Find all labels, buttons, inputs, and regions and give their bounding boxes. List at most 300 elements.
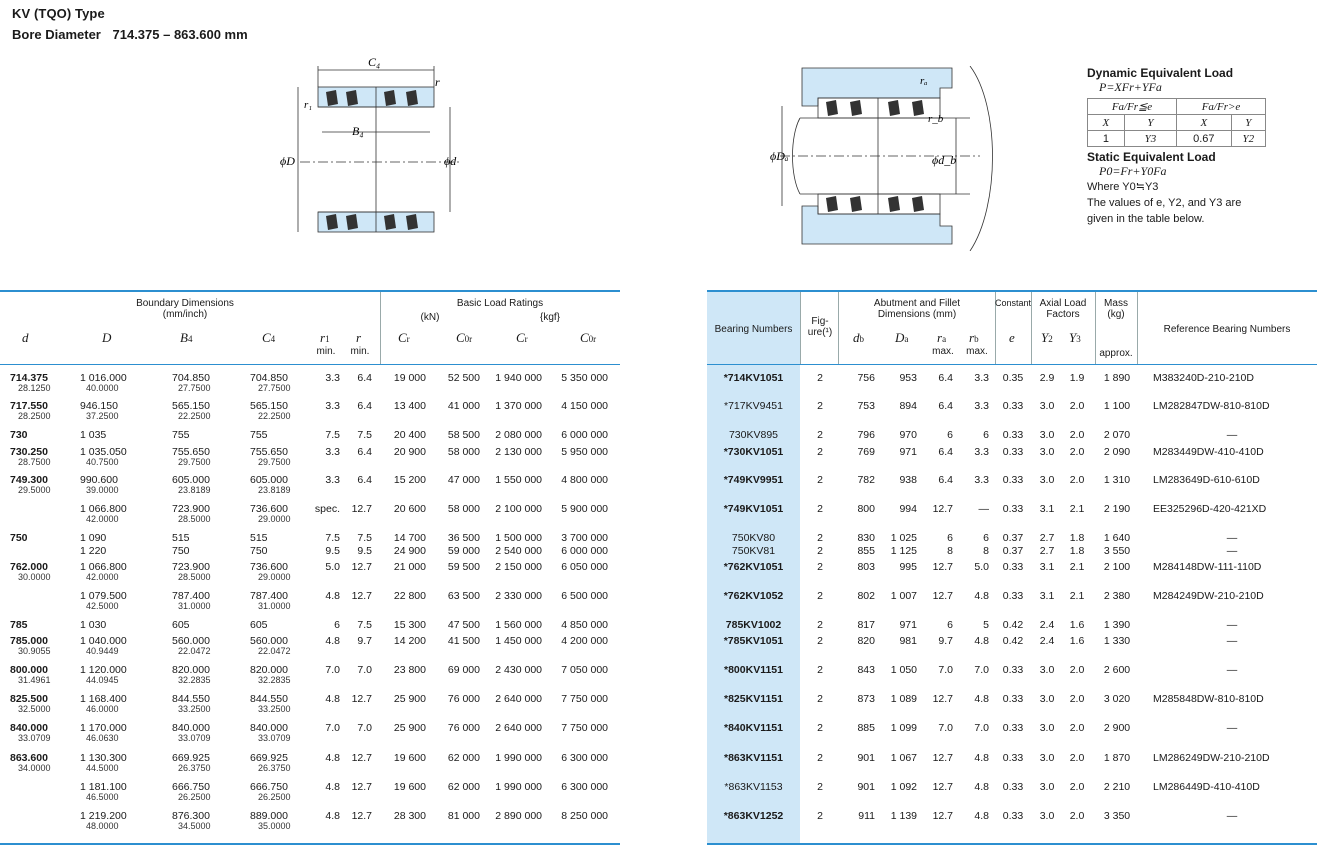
bearing-number: *863KV1151 [724, 752, 783, 764]
width-B4: 515 [172, 532, 190, 544]
bore-d: 800.000 [10, 664, 48, 676]
abutment-Da: 1 139 [890, 810, 917, 822]
load-C0r-kgf: 6 050 000 [561, 561, 608, 573]
load-Cr-kgf: 2 100 000 [495, 503, 542, 515]
reference-number: LM283649D-610-610D [1153, 474, 1260, 486]
load-Cr-kN: 23 800 [393, 664, 426, 676]
values-note-2: given in the table below. [1087, 213, 1205, 225]
factor-Y3: 2.0 [1069, 693, 1085, 705]
bore-d: 785 [10, 619, 28, 631]
outer-D-inch: 40.0000 [86, 383, 119, 393]
factor-Y2: 3.0 [1039, 400, 1055, 412]
width-C4: 755 [250, 429, 268, 441]
outer-D: 946.150 [80, 400, 118, 412]
col-e: e [1009, 330, 1015, 345]
abutment-db: 843 [857, 664, 875, 676]
width-C4: 605.000 [250, 474, 288, 486]
fillet-rb: 4.8 [974, 693, 989, 705]
fillet-ra: 12.7 [932, 561, 953, 573]
col-C4: C4 [262, 330, 276, 345]
width-B4-inch: 29.7500 [178, 457, 211, 467]
outer-D-inch: 44.0945 [86, 675, 119, 685]
width-B4: 669.925 [172, 752, 210, 764]
load-Cr-kgf: 2 890 000 [495, 810, 542, 822]
width-B4-inch: 26.3750 [178, 763, 211, 773]
mass-kg: 3 550 [1103, 545, 1131, 557]
factor-Y2: 2.4 [1039, 635, 1055, 647]
chamfer-r: 7.5 [357, 429, 372, 441]
factor-val-x1: 1 [1088, 131, 1125, 147]
bearing-number: *863KV1153 [724, 781, 783, 793]
phi-db-label: ϕd_b [932, 153, 957, 167]
col-Cr-kgf: Cr [516, 330, 528, 345]
factor-Y2: 3.1 [1039, 503, 1055, 515]
load-C0r-kgf: 4 150 000 [561, 400, 608, 412]
bore-d: 840.000 [10, 722, 48, 734]
bearing-number: *714KV1051 [723, 372, 784, 384]
factor-Y2: 3.1 [1039, 590, 1055, 602]
chamfer-r1: 4.8 [325, 752, 340, 764]
fillet-ra: 8 [947, 545, 953, 557]
bore-d: 730.250 [10, 446, 48, 458]
load-C0r-kgf: 7 750 000 [561, 693, 608, 705]
fillet-rb: 8 [983, 545, 989, 557]
width-B4: 840.000 [172, 722, 210, 734]
abutment-Da: 938 [899, 474, 917, 486]
fillet-ra: 6 [947, 429, 953, 441]
constant-e: 0.37 [1002, 545, 1024, 557]
chamfer-r: 9.7 [357, 635, 372, 647]
r-label: r [435, 75, 440, 89]
bore-range: 714.375 – 863.600 mm [112, 27, 248, 42]
load-Cr-kgf: 2 640 000 [495, 693, 542, 705]
load-Cr-kgf: 1 550 000 [495, 474, 542, 486]
width-B4: 666.750 [172, 781, 210, 793]
abutment-Da: 1 092 [890, 781, 917, 793]
axial-factors-header-2: Factors [1046, 309, 1080, 320]
b4-label: B₄ [352, 124, 364, 138]
bore-d: 785.000 [10, 635, 48, 647]
factor-Y2: 3.0 [1039, 693, 1055, 705]
factor-x-2: X [1177, 115, 1232, 131]
abutment-Da: 1 099 [890, 722, 917, 734]
chamfer-r: 12.7 [351, 810, 372, 822]
mass-kg: 1 330 [1103, 635, 1131, 647]
abutment-header-2: Dimensions (mm) [877, 309, 957, 320]
outer-D-inch: 42.0000 [86, 572, 119, 582]
figure-number: 2 [817, 532, 823, 544]
width-C4: 565.150 [250, 400, 288, 412]
chamfer-r1: 3.3 [325, 372, 340, 384]
fillet-ra: 6 [947, 532, 953, 544]
bore-d-inch: 32.5000 [18, 704, 51, 714]
width-C4: 605 [250, 619, 268, 631]
bearing-numbers-table [707, 290, 1317, 845]
width-C4-inch: 29.0000 [258, 514, 291, 524]
bearing-number: 750KV81 [731, 545, 776, 557]
width-C4: 889.000 [250, 810, 288, 822]
factor-Y2: 3.0 [1039, 664, 1055, 676]
constant-e: 0.33 [1002, 722, 1024, 734]
load-C0r-kN: 76 000 [447, 722, 480, 734]
fillet-ra: 12.7 [932, 693, 953, 705]
load-Cr-kgf: 1 560 000 [495, 619, 542, 631]
factor-val-x2: 0.67 [1177, 131, 1232, 147]
load-Cr-kgf: 1 940 000 [495, 372, 542, 384]
abutment-header: Abutment and Fillet [873, 298, 961, 309]
factor-Y3: 2.0 [1069, 474, 1085, 486]
constant-e: 0.33 [1002, 664, 1024, 676]
factor-val-y1: Y3 [1124, 131, 1176, 147]
width-C4: 820.000 [250, 664, 288, 676]
load-C0r-kN: 58 000 [447, 503, 480, 515]
factor-Y3: 2.1 [1069, 503, 1085, 515]
width-C4: 787.400 [250, 590, 288, 602]
chamfer-r1: 9.5 [325, 545, 340, 557]
chamfer-r: 7.0 [357, 722, 372, 734]
load-C0r-kN: 62 000 [447, 752, 480, 764]
reference-number: M285848DW-810-810D [1153, 693, 1264, 705]
outer-D: 1 120.000 [80, 664, 127, 676]
bearing-number: *730KV1051 [723, 446, 784, 458]
figure-number: 2 [817, 561, 823, 573]
mass-kg: 3 020 [1103, 693, 1131, 705]
constant-e: 0.35 [1002, 372, 1024, 384]
outer-D: 1 130.300 [80, 752, 127, 764]
abutment-db: 885 [857, 722, 875, 734]
figure-number: 2 [817, 781, 823, 793]
mass-kg: 2 090 [1103, 446, 1131, 458]
reference-number: — [1226, 545, 1238, 557]
load-Cr-kgf: 2 080 000 [495, 429, 542, 441]
chamfer-r: 12.7 [351, 693, 372, 705]
outer-D: 1 035.050 [80, 446, 127, 458]
constant-e: 0.33 [1002, 446, 1024, 458]
dynamic-load-factor-table [1087, 98, 1266, 147]
load-Cr-kN: 14 200 [393, 635, 426, 647]
values-note-1: The values of e, Y2, and Y3 are [1087, 197, 1242, 209]
factor-Y3: 2.0 [1069, 429, 1085, 441]
bore-d: 714.375 [10, 372, 48, 384]
fillet-rb: 5 [983, 619, 989, 631]
boundary-dimensions-header: Boundary Dimensions [136, 298, 234, 309]
col-rb: rb [969, 330, 979, 345]
reference-number: — [1226, 810, 1238, 822]
constant-e: 0.42 [1002, 619, 1024, 631]
abutment-Da: 1 025 [890, 532, 917, 544]
chamfer-r: 7.5 [357, 619, 372, 631]
load-ratings-header: Basic Load Ratings [456, 298, 544, 309]
constant-e: 0.33 [1002, 503, 1024, 515]
constant-e: 0.42 [1002, 635, 1024, 647]
col-ra-max: max. [932, 346, 954, 357]
abutment-db: 803 [857, 561, 875, 573]
bearing-number: *863KV1252 [723, 810, 784, 822]
factor-Y3: 1.8 [1069, 532, 1085, 544]
load-C0r-kN: 63 500 [447, 590, 480, 602]
bore-label: Bore Diameter [12, 27, 101, 42]
chamfer-r1: 3.3 [325, 446, 340, 458]
col-ra: ra [937, 330, 947, 345]
chamfer-r1: 4.8 [325, 693, 340, 705]
chamfer-r: 7.0 [357, 664, 372, 676]
bearing-numbers-header: Bearing Numbers [714, 324, 793, 335]
outer-D: 1 030 [80, 619, 107, 631]
width-C4-inch: 22.0472 [258, 646, 291, 656]
load-Cr-kN: 20 900 [393, 446, 426, 458]
load-Cr-kN: 22 800 [393, 590, 426, 602]
width-B4-inch: 27.7500 [178, 383, 211, 393]
abutment-Da: 981 [899, 635, 917, 647]
col-C0r-kgf: C0r [580, 330, 597, 345]
load-Cr-kN: 20 600 [393, 503, 426, 515]
constant-e: 0.33 [1002, 590, 1024, 602]
outer-D: 1 090 [80, 532, 107, 544]
bearing-number: 785KV1002 [725, 619, 782, 631]
chamfer-r1: 4.8 [325, 590, 340, 602]
col-Da: Da [895, 330, 909, 345]
figure-number: 2 [817, 752, 823, 764]
fillet-rb: 3.3 [974, 372, 989, 384]
chamfer-r: 6.4 [357, 446, 372, 458]
abutment-Da: 1 125 [890, 545, 917, 557]
chamfer-r: 12.7 [351, 781, 372, 793]
fillet-ra: 6.4 [938, 400, 953, 412]
factor-Y3: 2.1 [1069, 561, 1085, 573]
bore-d: 717.550 [10, 400, 48, 412]
figure-number: 2 [817, 664, 823, 676]
factor-val-y2: Y2 [1231, 131, 1265, 147]
fillet-rb: 4.8 [974, 752, 989, 764]
width-B4: 723.900 [172, 503, 210, 515]
width-C4: 840.000 [250, 722, 288, 734]
reference-number: LM286449D-410-410D [1153, 781, 1260, 793]
load-Cr-kgf: 1 990 000 [495, 752, 542, 764]
load-Cr-kN: 19 600 [393, 781, 426, 793]
constant-header: Constant [995, 298, 1032, 308]
fillet-ra: 9.7 [938, 635, 953, 647]
abutment-Da: 995 [899, 561, 917, 573]
reference-number: M284249DW-210-210D [1153, 590, 1264, 602]
outer-D: 1 040.000 [80, 635, 127, 647]
fillet-rb: 3.3 [974, 400, 989, 412]
width-C4: 669.925 [250, 752, 288, 764]
bearing-number: *749KV9951 [723, 474, 784, 486]
load-Cr-kN: 28 300 [393, 810, 426, 822]
factor-Y3: 2.1 [1069, 590, 1085, 602]
figure-number: 2 [817, 619, 823, 631]
width-B4: 605.000 [172, 474, 210, 486]
load-Cr-kgf: 2 130 000 [495, 446, 542, 458]
factor-Y3: 1.8 [1069, 545, 1085, 557]
figure-header: Fig- ure(¹) [807, 316, 833, 338]
reference-number: LM282847DW-810-810D [1153, 400, 1270, 412]
load-Cr-kgf: 1 450 000 [495, 635, 542, 647]
rb-label: r_b [928, 113, 944, 125]
col-Cr: Cr [398, 330, 410, 345]
factor-Y3: 1.6 [1069, 619, 1085, 631]
load-Cr-kN: 24 900 [393, 545, 426, 557]
width-B4-inch: 28.5000 [178, 514, 211, 524]
width-C4-inch: 27.7500 [258, 383, 291, 393]
reference-number: — [1226, 429, 1238, 441]
figure-number: 2 [817, 590, 823, 602]
chamfer-r: 12.7 [351, 561, 372, 573]
load-Cr-kN: 19 000 [393, 372, 426, 384]
col-r1-min: min. [316, 346, 336, 357]
reference-number: — [1226, 664, 1238, 676]
abutment-db: 901 [857, 752, 875, 764]
figure-number: 2 [817, 372, 823, 384]
abutment-Da: 994 [899, 503, 917, 515]
mass-kg: 1 870 [1103, 752, 1131, 764]
bore-d-inch: 33.0709 [18, 733, 51, 743]
factor-Y2: 3.0 [1039, 810, 1055, 822]
outer-D: 1 170.000 [80, 722, 127, 734]
load-Cr-kN: 19 600 [393, 752, 426, 764]
width-B4: 750 [172, 545, 190, 557]
width-C4: 844.550 [250, 693, 288, 705]
fillet-ra: 12.7 [932, 590, 953, 602]
mass-kg: 1 100 [1103, 400, 1131, 412]
mass-kg: 1 310 [1103, 474, 1131, 486]
fillet-ra: 6.4 [938, 446, 953, 458]
load-C0r-kgf: 8 250 000 [561, 810, 608, 822]
width-C4: 560.000 [250, 635, 288, 647]
mass-unit: (kg) [1107, 309, 1125, 320]
outer-D: 1 066.800 [80, 503, 127, 515]
bearing-number: *762KV1051 [723, 561, 784, 573]
load-C0r-kgf: 7 050 000 [561, 664, 608, 676]
chamfer-r1: 5.0 [325, 561, 340, 573]
figure-number: 2 [817, 474, 823, 486]
fillet-rb: 4.8 [974, 810, 989, 822]
bore-d-inch: 29.5000 [18, 485, 51, 495]
figure-number: 2 [817, 635, 823, 647]
phi-D-label: ϕD [280, 154, 295, 168]
fillet-rb: 3.3 [974, 474, 989, 486]
load-C0r-kN: 41 500 [447, 635, 480, 647]
chamfer-r: 12.7 [351, 503, 372, 515]
reference-number: — [1226, 635, 1238, 647]
factor-Y3: 1.6 [1069, 635, 1085, 647]
mass-approx: approx. [1099, 348, 1133, 359]
mounting-cross-section-drawing [770, 66, 1000, 251]
width-C4-inch: 29.0000 [258, 572, 291, 582]
chamfer-r: 6.4 [357, 400, 372, 412]
figure-number: 2 [817, 429, 823, 441]
width-B4: 565.150 [172, 400, 210, 412]
width-B4: 876.300 [172, 810, 210, 822]
width-B4-inch: 28.5000 [178, 572, 211, 582]
r1-label: r₁ [304, 99, 313, 111]
chamfer-r1: 4.8 [325, 781, 340, 793]
outer-D: 1 016.000 [80, 372, 127, 384]
chamfer-r: 6.4 [357, 372, 372, 384]
load-C0r-kN: 52 500 [447, 372, 480, 384]
abutment-db: 830 [857, 532, 875, 544]
fillet-rb: 4.8 [974, 781, 989, 793]
mass-kg: 1 890 [1103, 372, 1131, 384]
outer-D: 1 079.500 [80, 590, 127, 602]
abutment-db: 911 [858, 810, 875, 822]
load-C0r-kgf: 6 300 000 [561, 781, 608, 793]
factor-Y2: 3.0 [1039, 446, 1055, 458]
width-B4: 820.000 [172, 664, 210, 676]
width-C4-inch: 29.7500 [258, 457, 291, 467]
phi-Da-label: ϕDₐ [770, 149, 789, 163]
load-C0r-kgf: 5 900 000 [561, 503, 608, 515]
factor-Y3: 2.0 [1069, 722, 1085, 734]
load-C0r-kN: 47 500 [447, 619, 480, 631]
bore-d-inch: 30.9055 [18, 646, 51, 656]
fillet-rb: 7.0 [974, 722, 989, 734]
bore-d: 750 [10, 532, 28, 544]
load-Cr-kgf: 2 540 000 [495, 545, 542, 557]
abutment-Da: 894 [899, 400, 917, 412]
chamfer-r1: 7.5 [325, 429, 340, 441]
figure-number: 2 [817, 810, 823, 822]
factor-Y2: 3.0 [1039, 429, 1055, 441]
bore-d-inch: 31.4961 [18, 675, 51, 685]
load-Cr-kN: 14 700 [393, 532, 426, 544]
figure-number: 2 [817, 722, 823, 734]
factor-y-1: Y [1124, 115, 1176, 131]
width-B4: 844.550 [172, 693, 210, 705]
reference-number: M383240D-210-210D [1153, 372, 1254, 384]
abutment-Da: 971 [899, 619, 917, 631]
mass-kg: 1 390 [1103, 619, 1131, 631]
load-ratings-kn: (kN) [420, 312, 440, 323]
outer-D: 1 035 [80, 429, 107, 441]
chamfer-r: 12.7 [351, 590, 372, 602]
bearing-number: 750KV80 [731, 532, 776, 544]
load-C0r-kgf: 6 000 000 [561, 429, 608, 441]
bore-d: 863.600 [10, 752, 48, 764]
abutment-Da: 1 050 [890, 664, 917, 676]
bore-d: 749.300 [10, 474, 48, 486]
outer-D: 1 181.100 [80, 781, 127, 793]
figure-number: 2 [817, 693, 823, 705]
fillet-ra: 7.0 [938, 664, 953, 676]
load-Cr-kN: 15 300 [393, 619, 426, 631]
factor-Y2: 3.0 [1039, 722, 1055, 734]
width-C4: 736.600 [250, 503, 288, 515]
factor-Y3: 2.0 [1069, 446, 1085, 458]
outer-D-inch: 40.9449 [86, 646, 119, 656]
fillet-ra: 6.4 [938, 474, 953, 486]
chamfer-r: 7.5 [357, 532, 372, 544]
constant-e: 0.33 [1002, 810, 1024, 822]
fillet-ra: 12.7 [932, 503, 953, 515]
reference-number: — [1226, 619, 1238, 631]
width-B4-inch: 22.0472 [178, 646, 211, 656]
dimensions-table [0, 290, 620, 845]
chamfer-r1: 4.8 [325, 635, 340, 647]
bearing-number: *785KV1051 [723, 635, 784, 647]
bore-d-inch: 34.0000 [18, 763, 51, 773]
chamfer-r1: 3.3 [325, 474, 340, 486]
factor-y-2: Y [1231, 115, 1265, 131]
boundary-dimensions-unit: (mm/inch) [162, 309, 208, 320]
mass-kg: 2 900 [1103, 722, 1131, 734]
outer-D: 1 168.400 [80, 693, 127, 705]
where-note: Where Y0≒Y3 [1087, 181, 1159, 193]
reference-header: Reference Bearing Numbers [1163, 324, 1291, 335]
abutment-db: 855 [857, 545, 875, 557]
abutment-db: 769 [857, 446, 875, 458]
width-C4-inch: 31.0000 [258, 601, 291, 611]
